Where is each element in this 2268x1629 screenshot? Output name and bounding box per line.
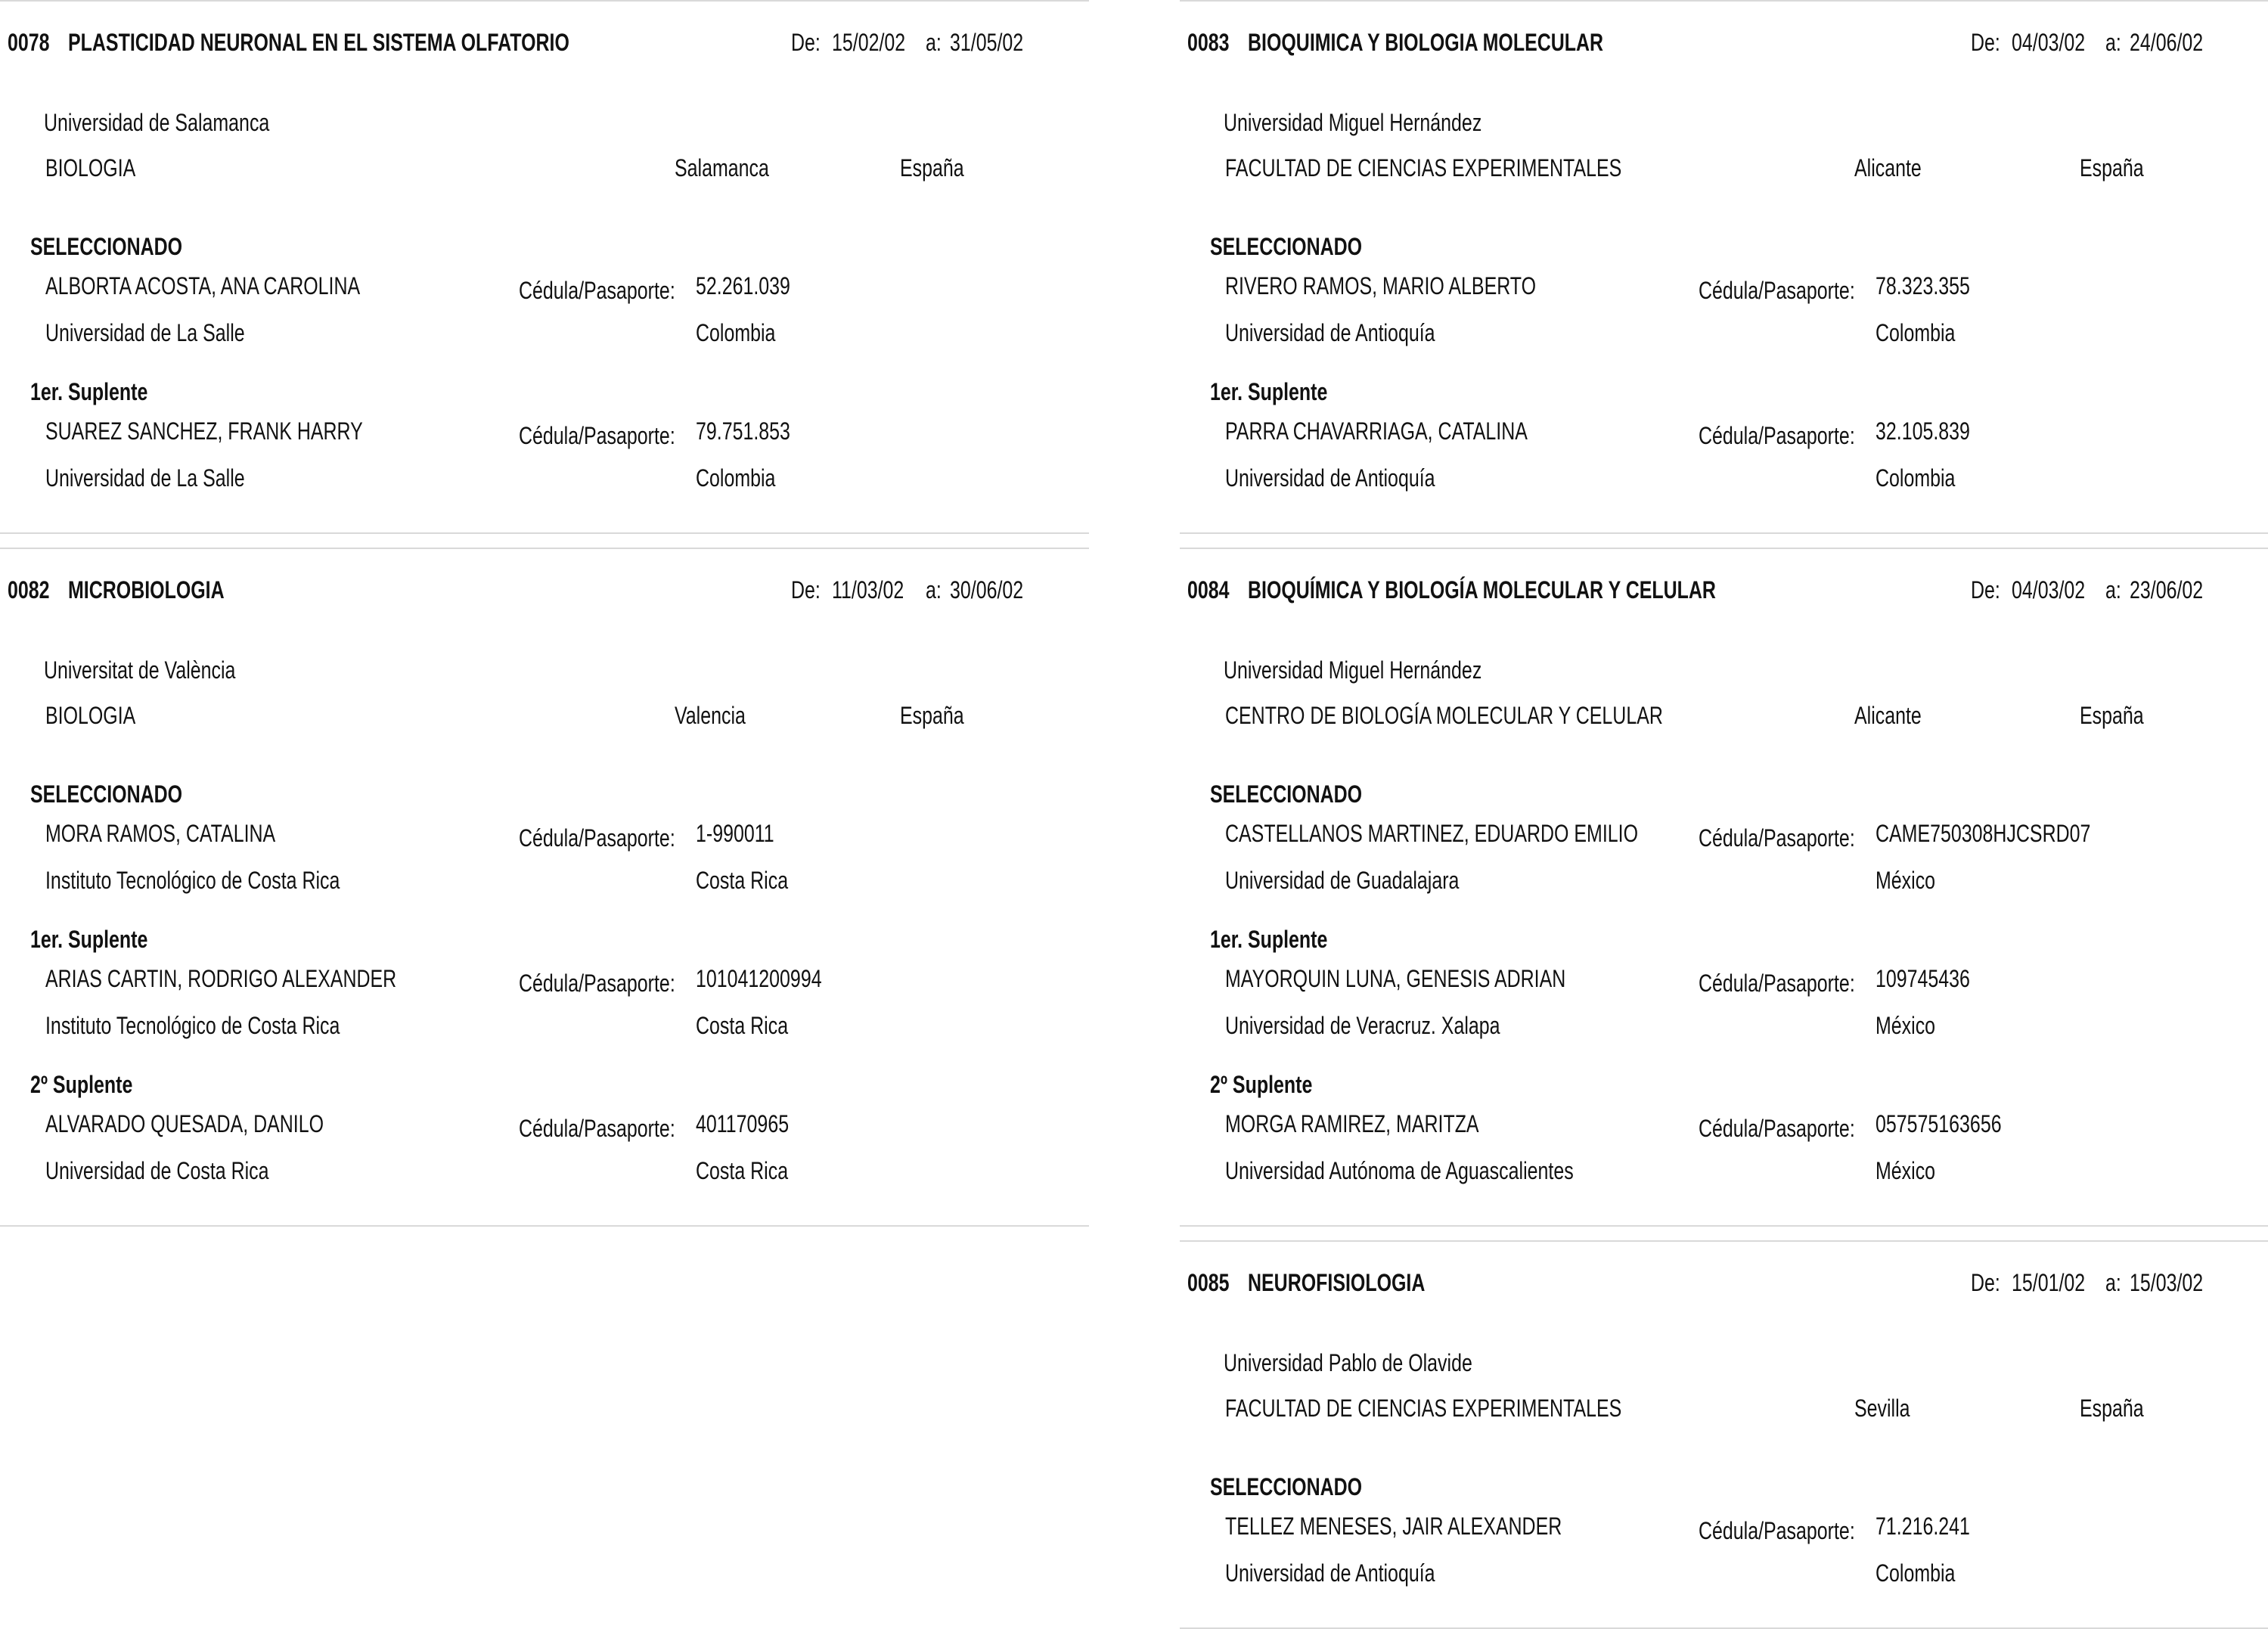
date-from: 04/03/02	[2012, 576, 2086, 604]
date-to: 15/03/02	[2130, 1269, 2204, 1296]
candidate-role: 1er. Suplente	[1210, 378, 1328, 405]
candidate-name: RIVERO RAMOS, MARIO ALBERTO	[1225, 272, 1537, 299]
host-country: España	[2080, 1395, 2144, 1422]
candidate-id: 52.261.039	[696, 272, 790, 299]
candidate-entry	[1180, 231, 2268, 375]
candidate-entry	[1180, 377, 2268, 520]
candidate-country: Costa Rica	[696, 1012, 789, 1039]
id-label: Cédula/Pasaporte:	[519, 970, 675, 997]
candidate-country: Colombia	[696, 319, 776, 346]
candidate-institution: Universidad de Guadalajara	[1225, 867, 1460, 894]
id-label: Cédula/Pasaporte:	[1699, 970, 1855, 997]
candidate-entry	[1180, 924, 2268, 1068]
section-code: 0084	[1187, 576, 1230, 604]
host-university: Universidad Miguel Hernández	[1224, 109, 1482, 136]
id-label: Cédula/Pasaporte:	[1699, 1115, 1855, 1142]
candidate-entry	[0, 924, 1089, 1068]
candidate-name: MORGA RAMIREZ, MARITZA	[1225, 1110, 1479, 1137]
candidate-id: 79.751.853	[696, 417, 790, 445]
host-university: Universidad Miguel Hernández	[1224, 656, 1482, 684]
host-city: Salamanca	[675, 154, 769, 182]
candidate-role: SELECCIONADO	[30, 780, 183, 808]
section-top-divider	[1180, 548, 2268, 549]
date-to: 31/05/02	[950, 29, 1024, 56]
section-title: BIOQUIMICA Y BIOLOGIA MOLECULAR	[1248, 29, 1604, 56]
candidate-country: Colombia	[1876, 319, 1956, 346]
candidate-role: SELECCIONADO	[1210, 233, 1363, 260]
id-label: Cédula/Pasaporte:	[519, 1115, 675, 1142]
host-country: España	[900, 154, 964, 182]
section-title: MICROBIOLOGIA	[68, 576, 225, 604]
candidate-institution: Universidad Autónoma de Aguascalientes	[1225, 1157, 1574, 1184]
candidate-id: 1-990011	[696, 820, 774, 847]
candidate-id: 71.216.241	[1876, 1513, 1970, 1540]
date-to: 30/06/02	[950, 576, 1024, 604]
candidate-institution: Universidad de La Salle	[45, 464, 245, 492]
date-from: 04/03/02	[2012, 29, 2086, 56]
candidate-name: ALVARADO QUESADA, DANILO	[45, 1110, 324, 1137]
candidate-institution: Universidad de Antioquía	[1225, 1559, 1435, 1587]
candidate-id: 057575163656	[1876, 1110, 2002, 1137]
date-from-label: De:	[1971, 576, 2000, 604]
scholarship-section	[1180, 548, 2268, 1227]
date-to-label: a:	[2105, 1269, 2121, 1296]
section-code: 0078	[8, 29, 50, 56]
candidate-institution: Instituto Tecnológico de Costa Rica	[45, 867, 340, 894]
candidate-institution: Universidad de La Salle	[45, 319, 245, 346]
host-country: España	[2080, 154, 2144, 182]
section-bottom-divider	[1180, 532, 2268, 534]
candidate-role: 2º Suplente	[30, 1071, 133, 1098]
host-university: Universidad Pablo de Olavide	[1224, 1349, 1472, 1376]
date-from: 15/01/02	[2012, 1269, 2086, 1296]
candidate-name: ARIAS CARTIN, RODRIGO ALEXANDER	[45, 965, 397, 992]
host-department: FACULTAD DE CIENCIAS EXPERIMENTALES	[1225, 154, 1622, 182]
date-from: 11/03/02	[832, 576, 904, 604]
candidate-role: SELECCIONADO	[1210, 1473, 1363, 1500]
candidate-name: TELLEZ MENESES, JAIR ALEXANDER	[1225, 1513, 1562, 1540]
candidate-country: Colombia	[1876, 464, 1956, 492]
section-bottom-divider	[0, 1225, 1089, 1227]
candidate-entry	[0, 231, 1089, 375]
date-from: 15/02/02	[832, 29, 906, 56]
candidate-id: 109745436	[1876, 965, 1970, 992]
candidate-name: ALBORTA ACOSTA, ANA CAROLINA	[45, 272, 361, 299]
candidate-institution: Universidad de Antioquía	[1225, 319, 1435, 346]
candidate-country: México	[1876, 867, 1936, 894]
date-from-label: De:	[1971, 29, 2000, 56]
section-bottom-divider	[1180, 1225, 2268, 1227]
candidate-id: CAME750308HJCSRD07	[1876, 820, 2091, 847]
scholarship-section	[1180, 1240, 2268, 1629]
section-top-divider	[1180, 1240, 2268, 1242]
candidate-role: SELECCIONADO	[30, 233, 183, 260]
candidate-country: México	[1876, 1012, 1936, 1039]
candidate-name: CASTELLANOS MARTINEZ, EDUARDO EMILIO	[1225, 820, 1638, 847]
candidate-entry	[0, 1069, 1089, 1213]
date-to-label: a:	[926, 29, 942, 56]
candidate-role: 1er. Suplente	[30, 378, 148, 405]
date-to: 23/06/02	[2130, 576, 2204, 604]
section-code: 0082	[8, 576, 50, 604]
id-label: Cédula/Pasaporte:	[1699, 277, 1855, 304]
candidate-entry	[1180, 779, 2268, 923]
date-from-label: De:	[1971, 1269, 2000, 1296]
host-university: Universitat de València	[44, 656, 236, 684]
host-city: Valencia	[675, 702, 746, 729]
host-country: España	[2080, 702, 2144, 729]
host-department: FACULTAD DE CIENCIAS EXPERIMENTALES	[1225, 1395, 1622, 1422]
candidate-name: PARRA CHAVARRIAGA, CATALINA	[1225, 417, 1528, 445]
candidate-role: 2º Suplente	[1210, 1071, 1313, 1098]
section-code: 0083	[1187, 29, 1230, 56]
id-label: Cédula/Pasaporte:	[1699, 1517, 1855, 1544]
host-city: Alicante	[1854, 154, 1922, 182]
section-top-divider	[1180, 0, 2268, 2]
date-to-label: a:	[926, 576, 942, 604]
id-label: Cédula/Pasaporte:	[519, 824, 675, 852]
date-to-label: a:	[2105, 576, 2121, 604]
scholarship-section	[1180, 0, 2268, 534]
section-top-divider	[0, 0, 1089, 2]
candidate-entry	[1180, 1472, 2268, 1615]
host-department: CENTRO DE BIOLOGÍA MOLECULAR Y CELULAR	[1225, 702, 1663, 729]
candidate-name: MORA RAMOS, CATALINA	[45, 820, 276, 847]
candidate-country: Colombia	[696, 464, 776, 492]
candidate-institution: Instituto Tecnológico de Costa Rica	[45, 1012, 340, 1039]
candidate-institution: Universidad de Costa Rica	[45, 1157, 269, 1184]
candidate-name: MAYORQUIN LUNA, GENESIS ADRIAN	[1225, 965, 1566, 992]
candidate-institution: Universidad de Antioquía	[1225, 464, 1435, 492]
candidate-id: 401170965	[696, 1110, 790, 1137]
section-title: PLASTICIDAD NEURONAL EN EL SISTEMA OLFATORIO	[68, 29, 569, 56]
section-title: BIOQUÍMICA Y BIOLOGÍA MOLECULAR Y CELULAR	[1248, 576, 1716, 604]
candidate-institution: Universidad de Veracruz. Xalapa	[1225, 1012, 1500, 1039]
host-country: España	[900, 702, 964, 729]
host-department: BIOLOGIA	[45, 154, 136, 182]
candidate-entry	[0, 377, 1089, 520]
candidate-entry	[0, 779, 1089, 923]
section-code: 0085	[1187, 1269, 1230, 1296]
scholarship-section	[0, 0, 1089, 534]
id-label: Cédula/Pasaporte:	[1699, 422, 1855, 449]
date-to: 24/06/02	[2130, 29, 2204, 56]
section-top-divider	[0, 548, 1089, 549]
id-label: Cédula/Pasaporte:	[519, 277, 675, 304]
section-bottom-divider	[0, 532, 1089, 534]
id-label: Cédula/Pasaporte:	[519, 422, 675, 449]
candidate-id: 78.323.355	[1876, 272, 1970, 299]
host-university: Universidad de Salamanca	[44, 109, 270, 136]
candidate-id: 32.105.839	[1876, 417, 1970, 445]
candidate-entry	[1180, 1069, 2268, 1213]
candidate-role: 1er. Suplente	[1210, 926, 1328, 953]
section-title: NEUROFISIOLOGIA	[1248, 1269, 1426, 1296]
date-to-label: a:	[2105, 29, 2121, 56]
candidate-name: SUAREZ SANCHEZ, FRANK HARRY	[45, 417, 363, 445]
candidate-country: México	[1876, 1157, 1936, 1184]
candidate-role: SELECCIONADO	[1210, 780, 1363, 808]
candidate-country: Costa Rica	[696, 1157, 789, 1184]
candidate-country: Colombia	[1876, 1559, 1956, 1587]
candidate-role: 1er. Suplente	[30, 926, 148, 953]
date-from-label: De:	[791, 576, 821, 604]
host-city: Sevilla	[1854, 1395, 1910, 1422]
candidate-id: 101041200994	[696, 965, 822, 992]
candidate-country: Costa Rica	[696, 867, 789, 894]
scholarship-section	[0, 548, 1089, 1227]
host-department: BIOLOGIA	[45, 702, 136, 729]
host-city: Alicante	[1854, 702, 1922, 729]
date-from-label: De:	[791, 29, 821, 56]
id-label: Cédula/Pasaporte:	[1699, 824, 1855, 852]
